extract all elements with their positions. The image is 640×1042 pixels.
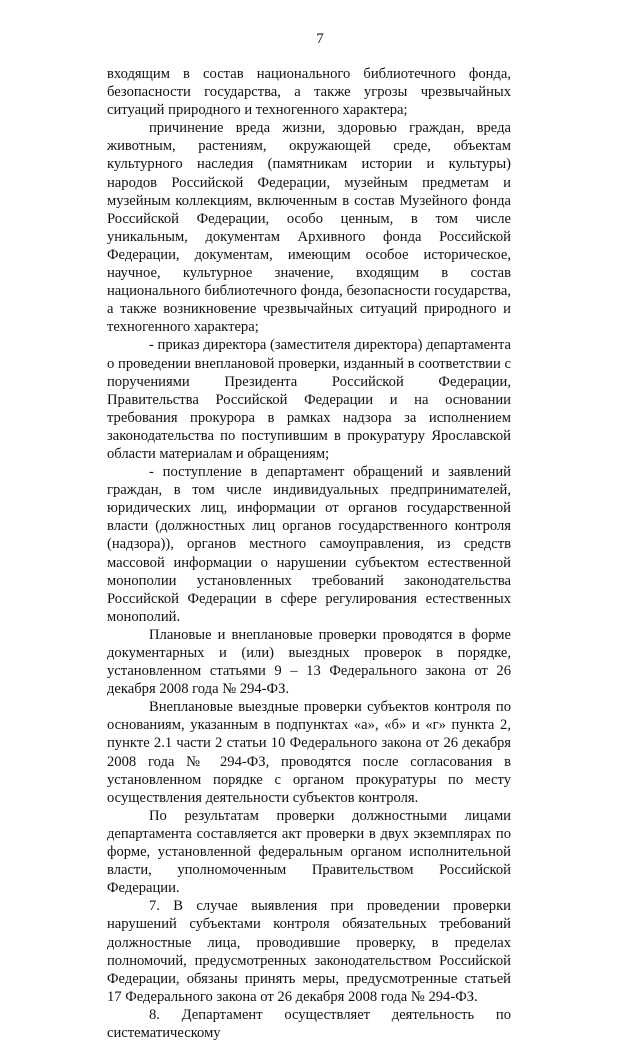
paragraph-complaints: - поступление в департамент обращений и заявлений граждан, в том числе индивидуальных предпринимателей, юридических лиц, информации от органов государственной власти (должностных лиц органов государственного контроля (надзора)), органов местного самоуправления, из средств массовой информации о нарушении субъектом естественной монополии установленных требований законодательства Российской Федерации в сфере регулирования естественных монополий. (107, 464, 511, 625)
paragraph-item-8: 8. Департамент осуществляет деятельность по систематическому (107, 1006, 511, 1041)
paragraph-unscheduled-inspections: Внеплановые выездные проверки субъектов контроля по основаниям, указанным в подпунктах «а», «б» и «г» пункта 2, пункте 2.1 части 2 статьи 10 Федерального закона от 26 декабря 2008 года № 294-ФЗ, проводятся после согласования в установленном порядке с органом прокуратуры по месту осуществления деятельности субъектов контроля. (107, 699, 511, 806)
paragraph-inspection-forms: Плановые и внеплановые проверки проводятся в форме документарных и (или) выездных проверок в порядке, установленном статьями 9 – 13 Федерального закона от 26 декабря 2008 года № 294-ФЗ. (107, 626, 511, 698)
paragraph-continuation: входящим в состав национального библиотечного фонда, безопасности государства, а также угрозы чрезвычайных ситуаций природного и техногенного характера; (107, 66, 511, 119)
paragraph-item-7: 7. В случае выявления при проведении проверки нарушений субъектами контроля обязательных требований должностные лица, проводившие проверку, в пределах полномочий, предусмотренных законодательством Российской Федерации, обязаны принять меры, предусмотренные статьей 17 Федерального закона от 26 декабря 2008 года № 294-ФЗ. (107, 898, 511, 1005)
paragraph-director-order: - приказ директора (заместителя директора) департамента о проведении внеплановой проверки, изданный в соответствии с поручениями Президента Российской Федерации, Правительства Российской Федерации и на основании требования прокурора в рамках надзора за исполнением законодательства по поступившим в прокуратуру Ярославской области материалам и обращениям; (107, 337, 511, 462)
paragraph-harm-list: причинение вреда жизни, здоровью граждан, вреда животным, растениям, окружающей среде, объектам культурного наследия (памятникам истории и культуры) народов Российской Федерации, музейным предметам и музейным коллекциям, включенным в состав Музейного фонда Российской Федерации, особо ценным, в том числе уникальным, документам Архивного фонда Российской Федерации, документам, имеющим особое историческое, научное, культурное значение, входящим в состав национального библиотечного фонда, безопасности государства, а также возникновение чрезвычайных ситуаций природного и техногенного характера; (107, 120, 511, 336)
page-number: 7 (316, 31, 324, 47)
paragraph-inspection-act: По результатам проверки должностными лицами департамента составляется акт проверки в двух экземплярах по форме, установленной федеральным органом исполнительной власти, уполномоченным Правительством Российской Федерации. (107, 807, 511, 897)
document-body (107, 65, 511, 1042)
